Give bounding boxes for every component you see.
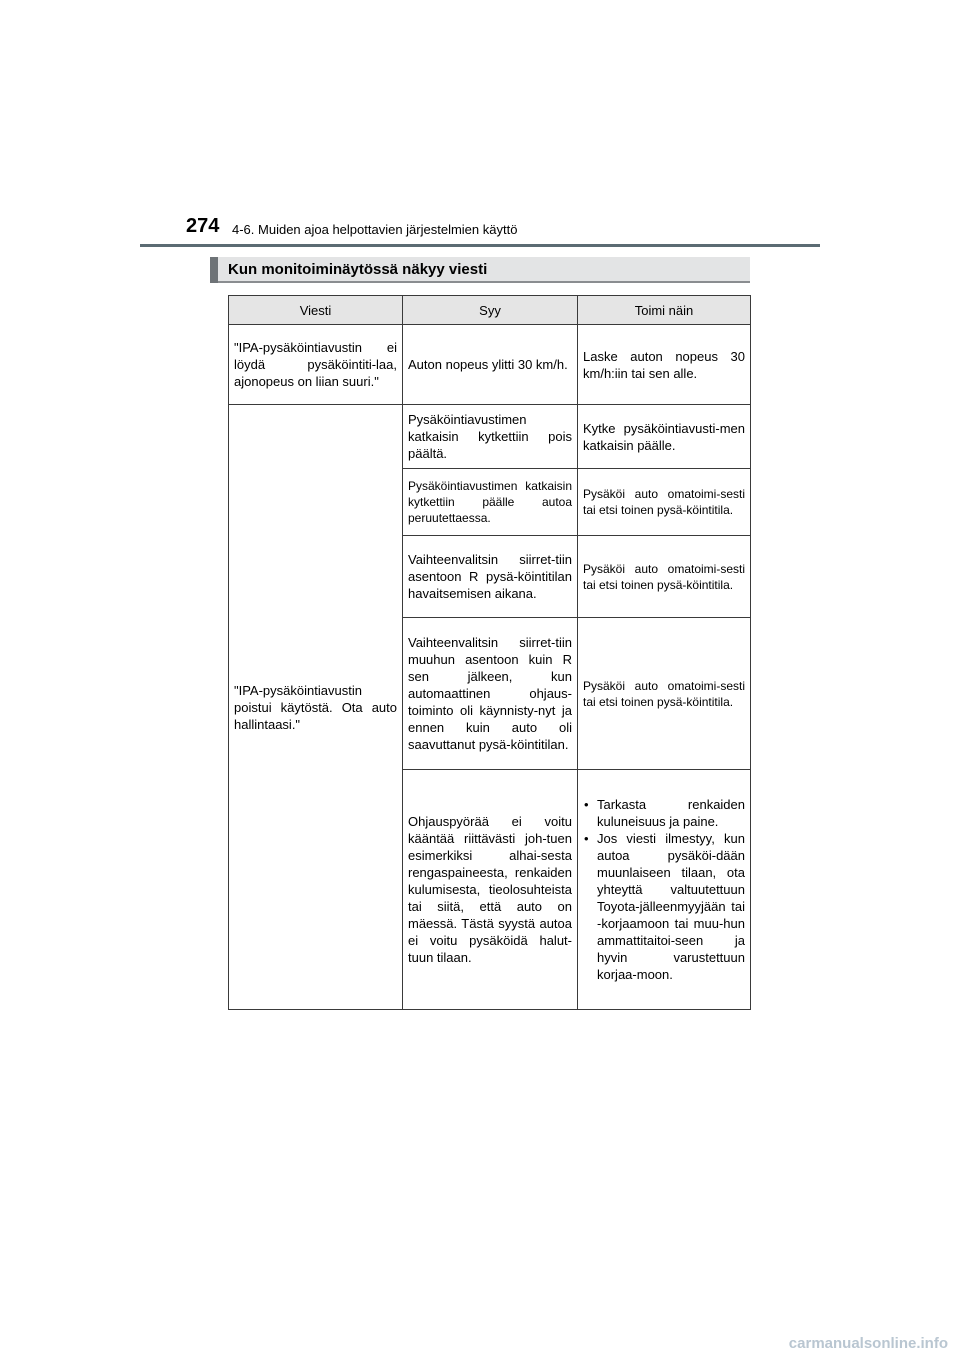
watermark: carmanualsonline.info [788,1335,948,1352]
message-cell: "IPA-pysäköintiavustin ei löydä pysäköintiti-laa, ajonopeus on liian suuri." [229,325,403,405]
action-cell: Kytke pysäköintiavusti-men katkaisin päälle. [578,405,751,469]
section-header [210,257,750,283]
table-header-row [229,296,751,325]
action-bullet-list [583,796,745,983]
message-cell: "IPA-pysäköintiavustin poistui käytöstä. Ota auto hallintaasi." [229,405,403,1010]
cause-cell: Pysäköintiavustimen katkaisin kytkettiin päälle autoa peruutettaessa. [403,469,578,536]
page-number: 274 [186,215,220,237]
column-header-cause: Syy [403,296,578,325]
action-cell: Pysäköi auto omatoimi-sesti tai etsi toinen pysä-köintitila. [578,469,751,536]
column-header-message: Viesti [229,296,403,325]
cause-cell: Pysäköintiavustimen katkaisin kytkettiin pois päältä. [403,405,578,469]
message-table [228,295,751,1010]
action-cell: Pysäköi auto omatoimi-sesti tai etsi toinen pysä-köintitila. [578,618,751,770]
action-cell [578,770,751,1010]
cause-cell: Auton nopeus ylitti 30 km/h. [403,325,578,405]
header-rule [140,244,820,247]
cause-cell: Vaihteenvalitsin siirret-tiin muuhun asentoon kuin R sen jälkeen, kun automaattinen ohjaus-toiminto oli käynnisty-nyt ja ennen kuin auto oli saavuttanut pysä-köintitilan. [403,618,578,770]
section-title: Kun monitoiminäytössä näkyy viesti [228,261,488,278]
table-row [229,405,751,469]
chapter-title: 4-6. Muiden ajoa helpottavien järjestelmien käyttö [232,222,518,237]
action-cell: Laske auton nopeus 30 km/h:iin tai sen alle. [578,325,751,405]
table-row [229,325,751,405]
column-header-action: Toimi näin [578,296,751,325]
section-accent [210,257,218,283]
action-bullet: • Jos viesti ilmestyy, kun autoa pysäköi-dään muunlaiseen tilaan, ota yhteyttä valtuutettuun Toyota-jälleenmyyjään tai -korjaamoon tai muu-hun ammattitaitoi-seen ja hyvin varustettuun korjaa-moon. [583,830,745,983]
action-bullet: • Tarkasta renkaiden kuluneisuus ja paine. [583,796,745,830]
cause-cell: Ohjauspyörää ei voitu kääntää riittävästi joh-tuen esimerkiksi alhai-sesta rengaspaineesta, renkaiden kulumisesta, tieolosuhteista tai siitä, että auto on mäessä. Tästä syystä autoa ei voitu pysäköidä halut-tuun tilaan. [403,770,578,1010]
cause-cell: Vaihteenvalitsin siirret-tiin asentoon R pysä-köintitilan havaitsemisen aikana. [403,536,578,618]
action-cell: Pysäköi auto omatoimi-sesti tai etsi toinen pysä-köintitila. [578,536,751,618]
